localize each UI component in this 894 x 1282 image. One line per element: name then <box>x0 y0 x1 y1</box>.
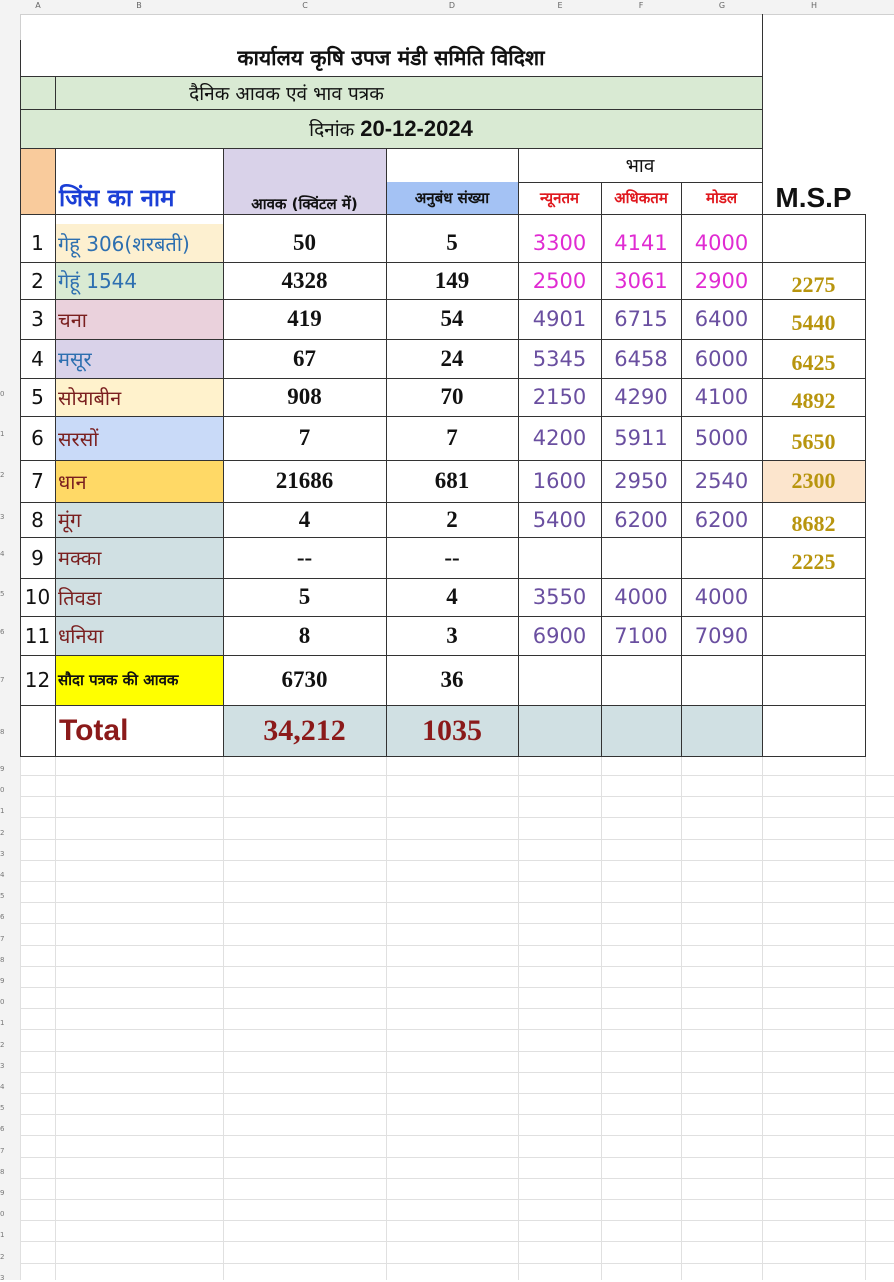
max-price-value[interactable]: 6200 <box>614 507 668 532</box>
arrival-value[interactable]: 50 <box>293 230 316 255</box>
commodity-name[interactable]: मसूर <box>55 339 223 378</box>
column-letter-e[interactable]: E <box>557 1 563 10</box>
date-cell[interactable] <box>20 109 762 148</box>
row-number[interactable]: 1 <box>0 1019 5 1027</box>
row-index[interactable]: 8 <box>31 507 44 532</box>
row-index[interactable]: 7 <box>31 469 44 493</box>
min-price-value[interactable]: 3550 <box>532 585 587 609</box>
gridline <box>601 757 602 1280</box>
row-index[interactable]: 9 <box>31 545 44 570</box>
row-number[interactable]: 6 <box>0 1125 5 1133</box>
max-price-value[interactable] <box>601 655 681 705</box>
contracts-value[interactable]: 36 <box>440 667 464 692</box>
msp-value[interactable]: 4892 <box>791 388 836 413</box>
commodity-name[interactable]: सौदा पत्रक की आवक <box>55 655 223 705</box>
commodity-name[interactable]: गेहूं 1544 <box>55 262 223 299</box>
grid-border <box>20 109 762 110</box>
grid-border <box>20 214 865 215</box>
row-index[interactable]: 5 <box>31 385 44 409</box>
row-index[interactable]: 6 <box>31 426 44 450</box>
contracts-value[interactable]: 3 <box>446 622 458 648</box>
arrival-header[interactable]: आवक (क्विंटल में) <box>223 148 386 214</box>
column-letter-d[interactable]: D <box>448 1 456 10</box>
gridline <box>865 757 866 1280</box>
modal-price-value[interactable]: 6000 <box>694 346 749 371</box>
row-index[interactable]: 2 <box>31 268 44 293</box>
total-empty[interactable] <box>601 705 681 756</box>
arrival-value[interactable]: 7 <box>298 425 311 450</box>
contracts-value[interactable]: 70 <box>440 384 464 409</box>
row-index[interactable]: 3 <box>31 307 44 331</box>
arrival-value[interactable]: -- <box>296 544 313 570</box>
grid-border <box>55 76 56 109</box>
gridline <box>223 757 224 1280</box>
row-number[interactable]: 7 <box>0 935 5 943</box>
max-price-value[interactable]: 3061 <box>614 268 668 293</box>
grid-border <box>601 182 602 757</box>
row-number[interactable]: 4 <box>0 1083 5 1091</box>
row-number[interactable]: 0 <box>0 998 5 1006</box>
gridline <box>681 757 682 1280</box>
column-letter-g[interactable]: G <box>718 1 726 10</box>
row-number[interactable]: 9 <box>0 765 5 773</box>
max-price-value[interactable]: 4290 <box>614 385 668 409</box>
max-price-value[interactable]: 4141 <box>614 231 668 255</box>
min-price-value[interactable] <box>518 537 601 578</box>
min-price-value[interactable]: 5345 <box>532 346 587 371</box>
sheet-title[interactable]: कार्यालय कृषि उपज मंडी समिति विदिशा <box>237 46 545 70</box>
commodity-name[interactable]: चना <box>55 299 223 339</box>
total-index[interactable] <box>20 705 55 756</box>
row-number[interactable]: 4 <box>0 871 5 879</box>
contracts-value[interactable]: 5 <box>446 230 458 255</box>
grid-border <box>20 578 865 579</box>
gridline <box>518 757 519 1280</box>
grid-border <box>20 262 865 263</box>
row-number[interactable]: 6 <box>0 628 5 636</box>
commodity-name[interactable]: मक्का <box>55 537 223 578</box>
arrival-value[interactable]: 21686 <box>275 468 334 493</box>
grid-border <box>20 299 865 300</box>
grid-border <box>762 14 763 757</box>
commodity-name[interactable]: तिवडा <box>55 578 223 616</box>
contracts-value[interactable]: 2 <box>446 506 458 532</box>
msp-value[interactable]: 5650 <box>791 429 836 454</box>
modal-price-value[interactable]: 2900 <box>694 268 749 293</box>
min-price-value[interactable] <box>518 655 601 705</box>
contracts-value[interactable]: 7 <box>446 425 458 450</box>
total-label[interactable]: Total <box>59 713 129 747</box>
grid-border <box>20 537 865 538</box>
column-letter-h[interactable]: H <box>810 1 817 10</box>
min-price-value[interactable]: 1600 <box>532 469 587 493</box>
row-number[interactable]: 7 <box>0 1147 5 1155</box>
arrival-value[interactable]: 8 <box>298 622 311 648</box>
grid-border <box>20 756 865 757</box>
contracts-header[interactable]: अनुबंध संख्या <box>386 182 518 214</box>
total-empty[interactable] <box>762 705 865 756</box>
column-letter-c[interactable]: C <box>302 1 308 10</box>
modal-price-value[interactable]: 6200 <box>694 507 749 532</box>
gridline <box>762 757 763 1280</box>
grid-border <box>20 148 762 149</box>
grid-border <box>55 148 56 757</box>
row-number[interactable]: 7 <box>0 676 5 684</box>
grid-border <box>20 616 865 617</box>
grid-border <box>20 502 865 503</box>
commodity-name[interactable]: सोयाबीन <box>55 378 223 416</box>
msp-value[interactable]: 8682 <box>791 510 836 536</box>
column-header-bar <box>0 0 894 15</box>
column-letter-f[interactable]: F <box>638 1 644 10</box>
row-number[interactable]: 0 <box>0 1210 5 1218</box>
modal-price-value[interactable]: 4000 <box>694 585 749 609</box>
row-number[interactable]: 1 <box>0 807 5 815</box>
min-price-value[interactable]: 3300 <box>532 231 587 255</box>
date-label: दिनांक <box>309 118 355 141</box>
arrival-value[interactable]: 419 <box>287 306 322 331</box>
date-value: 20-12-2024 <box>360 115 473 141</box>
row-number[interactable]: 1 <box>0 430 5 438</box>
contracts-value[interactable]: -- <box>444 544 460 570</box>
arrival-value[interactable]: 908 <box>287 384 322 409</box>
row-header-bar <box>0 14 21 1280</box>
arrival-value[interactable]: 6730 <box>281 667 328 692</box>
msp-value[interactable]: 2275 <box>791 271 836 297</box>
column-letter-b[interactable]: B <box>136 1 142 10</box>
max-price-value[interactable]: 7100 <box>614 623 668 648</box>
modal-price-header[interactable]: मोडल <box>705 189 738 207</box>
modal-price-value[interactable] <box>681 655 762 705</box>
grid-border <box>518 148 519 757</box>
contracts-value[interactable]: 681 <box>434 468 470 493</box>
row-number[interactable]: 3 <box>0 1274 5 1282</box>
row-index[interactable]: 4 <box>31 346 44 371</box>
row-number[interactable]: 3 <box>0 513 5 521</box>
row-index[interactable]: 11 <box>24 623 51 648</box>
row-number[interactable]: 8 <box>0 956 5 964</box>
gridline <box>55 757 56 1280</box>
max-price-value[interactable]: 2950 <box>614 469 668 493</box>
grid-border <box>20 705 865 706</box>
grid-border <box>20 655 865 656</box>
msp-value[interactable]: 6425 <box>791 349 836 375</box>
total-contracts[interactable]: 1035 <box>386 705 518 756</box>
row-index[interactable]: 1 <box>31 231 44 255</box>
grid-border <box>20 76 762 77</box>
bhav-header[interactable]: भाव <box>625 155 655 177</box>
min-price-value[interactable]: 4200 <box>532 426 587 450</box>
row-number[interactable]: 0 <box>0 786 5 794</box>
grid-border <box>386 148 387 757</box>
max-price-value[interactable]: 5911 <box>614 426 668 450</box>
contracts-value[interactable]: 54 <box>440 306 464 331</box>
grid-border <box>681 182 682 757</box>
modal-price-value[interactable] <box>681 537 762 578</box>
row-index[interactable]: 12 <box>24 668 51 692</box>
contracts-value[interactable]: 4 <box>446 584 458 609</box>
contracts-value[interactable]: 149 <box>434 267 470 293</box>
grid-border <box>518 182 762 183</box>
row-number[interactable]: 2 <box>0 1041 5 1049</box>
grid-border <box>20 378 865 379</box>
row-number[interactable]: 2 <box>0 471 5 479</box>
row-number[interactable]: 2 <box>0 829 5 837</box>
grid-border <box>20 339 865 340</box>
commodity-name[interactable]: धनिया <box>55 616 223 655</box>
row-number[interactable]: 0 <box>0 390 5 398</box>
row-number[interactable]: 6 <box>0 913 5 921</box>
total-arrival[interactable]: 34,212 <box>223 705 386 756</box>
arrival-value[interactable]: 4 <box>298 506 311 532</box>
row-number[interactable]: 3 <box>0 1062 5 1070</box>
gridline <box>20 757 21 1280</box>
max-price-header[interactable]: अधिकतम <box>614 189 668 207</box>
commodity-name[interactable]: धान <box>55 460 223 502</box>
min-price-value[interactable]: 5400 <box>532 507 587 532</box>
row-number[interactable]: 8 <box>0 728 5 736</box>
msp-header[interactable]: M.S.P <box>775 182 852 213</box>
row-number[interactable]: 8 <box>0 1168 5 1176</box>
total-empty[interactable] <box>518 705 601 756</box>
commodity-name-header[interactable]: जिंस का नाम <box>59 184 175 212</box>
index-header[interactable] <box>20 148 55 214</box>
row-number[interactable]: 3 <box>0 850 5 858</box>
row-number[interactable]: 9 <box>0 977 5 985</box>
modal-price-value[interactable]: 4000 <box>694 231 749 255</box>
row-number[interactable]: 2 <box>0 1253 5 1261</box>
commodity-name[interactable]: गेहू 306(शरबती) <box>55 224 223 262</box>
column-letter-a[interactable]: A <box>35 1 41 10</box>
gridline <box>386 757 387 1280</box>
min-price-header[interactable]: न्यूनतम <box>540 189 579 207</box>
msp-value[interactable]: 2300 <box>762 460 865 502</box>
row-number[interactable]: 9 <box>0 1189 5 1197</box>
min-price-value[interactable]: 2150 <box>532 385 587 409</box>
min-price-value[interactable]: 6900 <box>532 623 587 648</box>
sheet-subtitle[interactable]: दैनिक आवक एवं भाव पत्रक <box>55 76 518 109</box>
commodity-name[interactable]: मूंग <box>55 502 223 537</box>
total-empty[interactable] <box>681 705 762 756</box>
min-price-value[interactable]: 2500 <box>532 268 587 293</box>
header-cell[interactable] <box>386 148 518 182</box>
header-cell[interactable] <box>518 76 762 109</box>
modal-price-value[interactable]: 2540 <box>694 469 749 493</box>
arrival-value[interactable]: 67 <box>293 345 316 371</box>
max-price-value[interactable]: 4000 <box>614 585 668 609</box>
grid-border <box>865 214 866 757</box>
modal-price-value[interactable]: 4100 <box>694 385 749 409</box>
max-price-value[interactable]: 6715 <box>614 307 668 331</box>
row-number[interactable]: 5 <box>0 892 5 900</box>
arrival-value[interactable]: 4328 <box>281 267 328 293</box>
msp-value[interactable] <box>762 228 865 266</box>
arrival-value[interactable]: 5 <box>298 584 311 609</box>
grid-border <box>223 148 224 757</box>
grid-border <box>20 460 865 461</box>
msp-value[interactable]: 2225 <box>791 548 836 574</box>
msp-value[interactable] <box>762 620 865 659</box>
min-price-value[interactable]: 4901 <box>532 307 587 331</box>
grid-border <box>20 416 865 417</box>
msp-value[interactable] <box>762 659 865 709</box>
max-price-value[interactable]: 6458 <box>614 346 668 371</box>
msp-value[interactable]: 5440 <box>791 310 836 335</box>
msp-value[interactable] <box>762 582 865 620</box>
modal-price-value[interactable]: 6400 <box>694 307 749 331</box>
max-price-value[interactable] <box>601 537 681 578</box>
row-number[interactable]: 5 <box>0 590 5 598</box>
grid-border <box>20 40 21 757</box>
commodity-name[interactable]: सरसों <box>55 416 223 460</box>
contracts-value[interactable]: 24 <box>440 345 464 371</box>
header-cell[interactable] <box>20 76 55 109</box>
row-index[interactable]: 10 <box>24 585 51 609</box>
modal-price-value[interactable]: 7090 <box>694 623 749 648</box>
row-number[interactable]: 1 <box>0 1231 5 1239</box>
modal-price-value[interactable]: 5000 <box>694 426 749 450</box>
row-number[interactable]: 5 <box>0 1104 5 1112</box>
row-number[interactable]: 4 <box>0 550 5 558</box>
